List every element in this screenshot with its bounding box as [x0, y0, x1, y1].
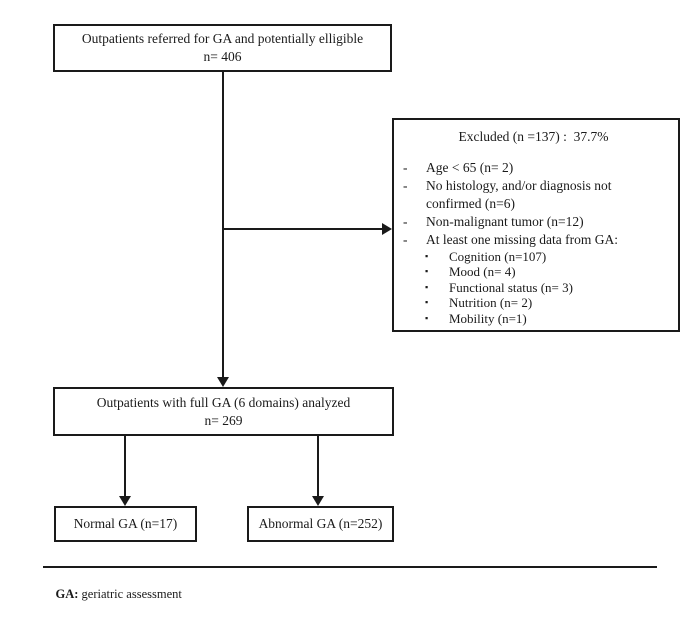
square-bullet-icon: ▪: [425, 312, 429, 323]
square-bullet-icon: ▪: [425, 266, 429, 277]
excluded-item-text: No histology, and/or diagnosis not confirmed (n=6): [426, 177, 612, 211]
box-referred-count: n= 406: [203, 49, 242, 64]
footnote-rule: [43, 566, 657, 568]
arrowhead-down-icon: [312, 496, 324, 506]
excluded-sub-item-text: Nutrition (n= 2): [449, 295, 533, 311]
connector-normal-vertical: [124, 436, 126, 497]
excluded-item-text: At least one missing data from GA:: [426, 231, 618, 247]
box-analyzed-line1: Outpatients with full GA (6 domains) analyzed: [96, 394, 351, 410]
arrowhead-down-icon: [217, 377, 229, 387]
excluded-item: [394, 231, 673, 249]
dash-marker-icon: -: [403, 231, 408, 247]
excluded-item: [394, 213, 673, 231]
box-referred-for-ga: [53, 24, 392, 72]
excluded-item: [394, 177, 673, 213]
connector-excluded-branch: [222, 228, 385, 230]
excluded-sub-item-text: Cognition (n=107): [449, 248, 547, 264]
footnote-text: geriatric assessment: [78, 587, 182, 601]
connector-main-vertical: [222, 72, 224, 378]
box-normal-ga: [54, 506, 197, 542]
square-bullet-icon: ▪: [425, 297, 429, 308]
footnote: [43, 572, 182, 617]
box-abnormal-label: Abnormal GA (n=252): [258, 516, 383, 532]
box-excluded: [392, 118, 680, 332]
excluded-sub-item: [425, 311, 673, 327]
connector-abnormal-vertical: [317, 436, 319, 497]
excluded-item-text: Non-malignant tumor (n=12): [426, 213, 584, 229]
arrowhead-right-icon: [382, 223, 392, 235]
excluded-sub-item: [425, 264, 673, 280]
excluded-item-text: Age < 65 (n= 2): [426, 159, 514, 175]
excluded-item: [394, 159, 673, 177]
excluded-sub-item-text: Mobility (n=1): [449, 310, 527, 326]
box-abnormal-ga: [247, 506, 394, 542]
arrowhead-down-icon: [119, 496, 131, 506]
square-bullet-icon: ▪: [425, 250, 429, 261]
box-analyzed: [53, 387, 394, 436]
square-bullet-icon: ▪: [425, 281, 429, 292]
dash-marker-icon: -: [403, 177, 408, 193]
box-analyzed-count: n= 269: [204, 412, 243, 428]
box-normal-label: Normal GA (n=17): [73, 516, 178, 532]
excluded-title: Excluded (n =137) : 37.7%: [458, 129, 609, 144]
dash-marker-icon: -: [403, 159, 408, 175]
dash-marker-icon: -: [403, 213, 408, 229]
excluded-sub-item-text: Functional status (n= 3): [449, 279, 573, 295]
excluded-sub-item: [425, 280, 673, 296]
excluded-sub-item: [425, 249, 673, 265]
excluded-sub-item-text: Mood (n= 4): [449, 264, 516, 280]
box-referred-line1: Outpatients referred for GA and potentially elligible: [81, 31, 364, 47]
excluded-sub-item: [425, 295, 673, 311]
footnote-abbreviation: GA:: [55, 587, 79, 601]
